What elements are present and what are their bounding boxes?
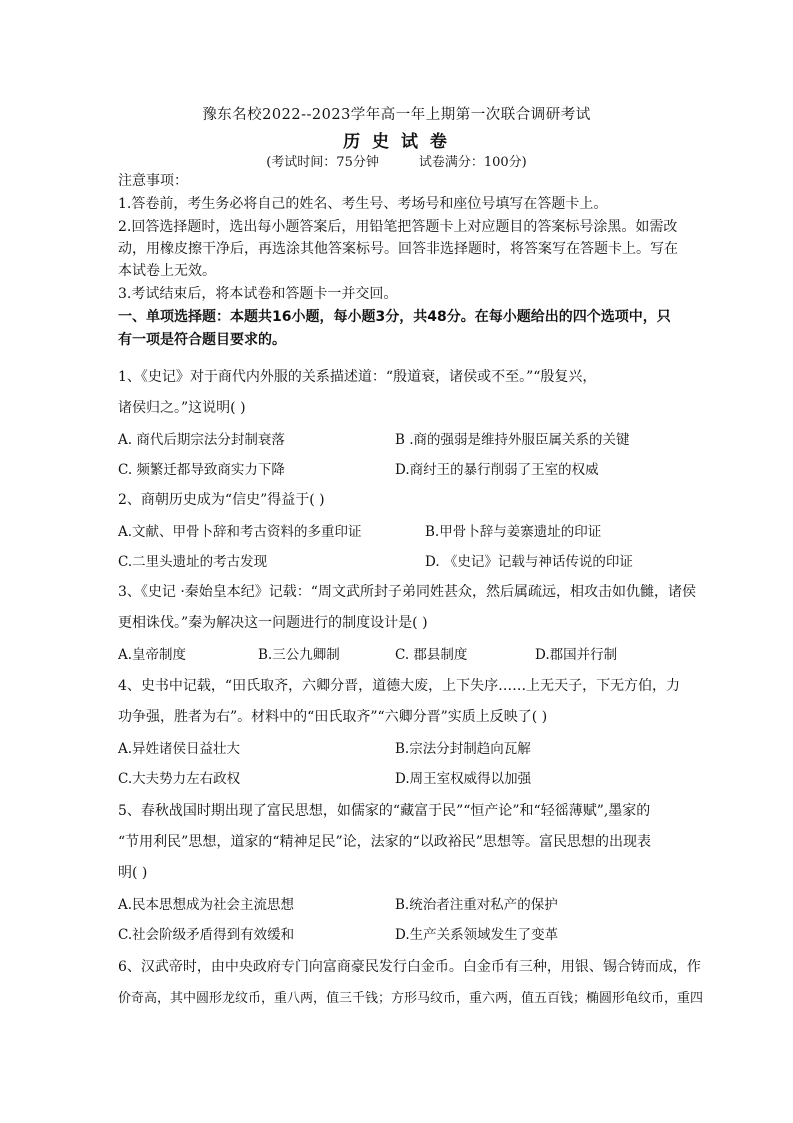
question-5-stem: “节用利民”思想，道家的“精神足民”论，法家的“以政裕民”思想等。富民思想的出现表 [118, 834, 651, 850]
question-5-option-b: B.统治者注重对私产的保护 [395, 897, 558, 913]
subject-title: 历 史 试 卷 [343, 132, 450, 152]
notice-line: 2.回答选择题时，选出每小题答案后，用铅笔把答题卡上对应题目的答案标号涂黑。如需改 [118, 219, 678, 235]
question-2-option-d: D. 《史记》记载与神话传说的印证 [425, 554, 633, 570]
question-5-stem: 5、春秋战国时期出现了富民思想，如儒家的“藏富于民”“恒产论”和“轻徭薄赋”,墨家的 [118, 803, 651, 819]
question-2-option-c: C.二里头遗址的考古发现 [118, 554, 268, 570]
question-5-stem: 明( ) [118, 865, 148, 881]
question-1-option-b: B .商的强弱是维持外服臣属关系的关键 [395, 432, 630, 448]
question-4-option-b: B.宗法分封制趋向瓦解 [395, 741, 531, 757]
question-2-stem: 2、商朝历史成为“信史”得益于( ) [118, 492, 325, 508]
time-label: (考试时间：75分钟 [266, 155, 379, 170]
score-label: 试卷满分：100分) [418, 155, 527, 170]
notice-heading: 注意事项： [118, 173, 188, 189]
question-5-option-c: C.社会阶级矛盾得到有效缓和 [118, 927, 295, 943]
question-1-option-c: C. 频繁迁都导致商实力下降 [118, 462, 285, 478]
section-heading: 有一项是符合题目要求的。 [118, 332, 286, 348]
question-4-option-a: A.异姓诸侯日益壮大 [118, 741, 241, 757]
question-2-option-a: A.文献、甲骨卜辞和考古资料的多重印证 [118, 524, 362, 540]
question-3-stem: 3、《史记 ·秦始皇本纪》记载：“周文武所封子弟同姓甚众，然后属疏远，相攻击如仇雠，诸侯 [118, 584, 696, 600]
question-5-option-d: D.生产关系领域发生了变革 [395, 927, 559, 943]
section-heading: 一、单项选择题：本题共16小题，每小题3分，共48分。在每小题给出的四个选项中，只 [118, 309, 671, 325]
question-3-option-b: B.三公九卿制 [258, 647, 340, 663]
question-3-option-d: D.郡国并行制 [535, 647, 618, 663]
question-4-stem: 功争强，胜者为右”。材料中的“田氏取齐”“六卿分晋”实质上反映了( ) [118, 709, 548, 725]
question-2-option-b: B.甲骨卜辞与姜寨遗址的印证 [425, 524, 602, 540]
question-6-stem: 价奇高，其中圆形龙纹币，重八两，值三千钱；方形马纹币，重六两，值五百钱；椭圆形龟纹币，重四 [118, 991, 704, 1006]
notice-line: 1.答卷前，考生务必将自己的姓名、考生号、考场号和座位号填写在答题卡上。 [118, 196, 608, 212]
question-1-stem: 诸侯归之。”这说明( ) [118, 400, 246, 416]
question-3-stem: 更相诛伐。”秦为解决这一问题进行的制度设计是( ) [118, 615, 428, 631]
question-4-option-d: D.周王室权威得以加强 [395, 771, 532, 787]
question-4-stem: 4、史书中记载，“田氏取齐，六卿分晋，道德大废，上下失序……上无天子，下无方伯，力 [118, 678, 681, 694]
question-6-stem: 6、汉武帝时，由中央政府专门向富商豪民发行白金币。白金币有三种，用银、锡合铸而成，作 [118, 959, 701, 975]
question-3-option-c: C. 郡县制度 [395, 647, 468, 663]
exam-title: 豫东名校2022--2023学年高一年上期第一次联合调研考试 [202, 107, 591, 123]
question-5-option-a: A.民本思想成为社会主流思想 [118, 897, 295, 913]
exam-time-info [0, 151, 793, 170]
notice-line: 动，用橡皮擦干净后，再选涂其他答案标号。回答非选择题时，将答案写在答题卡上。写在 [118, 241, 678, 257]
notice-line: 3.考试结束后，将本试卷和答题卡一并交回。 [118, 286, 398, 302]
notice-line: 本试卷上无效。 [118, 263, 216, 279]
question-1-option-d: D.商纣王的暴行削弱了王室的权威 [395, 462, 599, 478]
question-1-option-a: A. 商代后期宗法分封制衰落 [118, 432, 285, 448]
question-4-option-c: C.大夫势力左右政权 [118, 771, 241, 787]
question-1-stem: 1、《史记》对于商代内外服的关系描述道：“殷道衰，诸侯或不至。”“殷复兴， [118, 369, 597, 385]
question-3-option-a: A.皇帝制度 [118, 647, 187, 663]
